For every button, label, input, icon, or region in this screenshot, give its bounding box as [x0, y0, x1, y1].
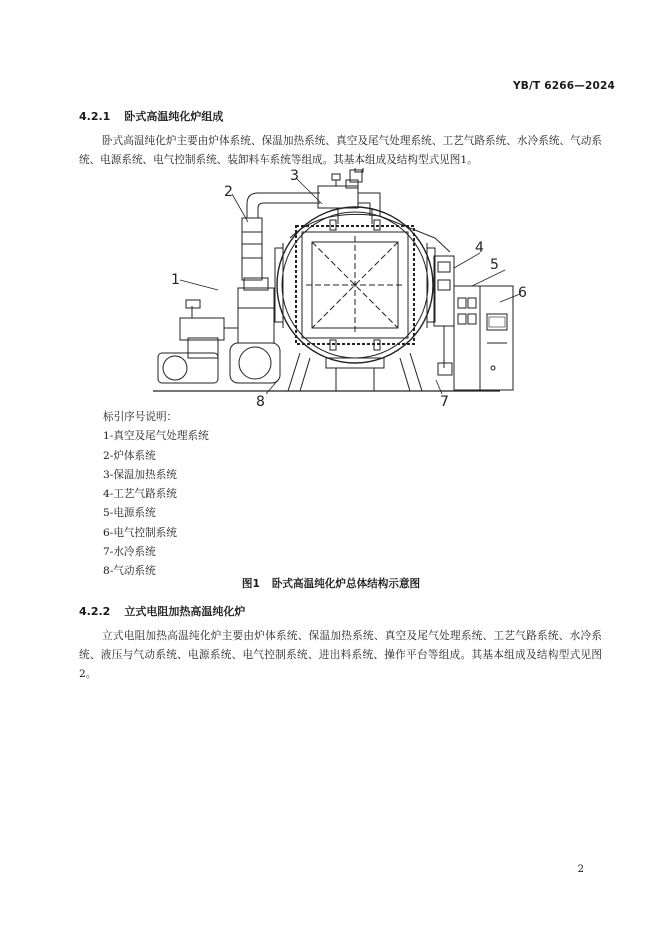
legend-item: 8-气动系统 — [103, 565, 156, 578]
callout-7: 7 — [440, 394, 449, 408]
callout-2: 2 — [224, 184, 233, 200]
section-paragraph-4-2-1: 卧式高温纯化炉主要由炉体系统、保温加热系统、真空及尾气处理系统、工艺气路系统、水冷系统、气动系统、电源系统、电气控制系统、装卸料车系统等组成。其基本组成及结构型式见图1。 — [79, 135, 602, 166]
callout-3: 3 — [290, 168, 299, 184]
legend-item: 4-工艺气路系统 — [103, 488, 177, 501]
legend-item: 1-真空及尾气处理系统 — [103, 430, 209, 443]
figure1-furnace-drawing — [150, 168, 530, 408]
section-number: 4.2.2 — [79, 605, 111, 618]
legend-item: 2-炉体系统 — [103, 449, 156, 462]
legend-item: 7-水冷系统 — [103, 546, 156, 559]
legend-item: 3-保温加热系统 — [103, 468, 177, 481]
callout-1: 1 — [171, 272, 180, 288]
section-heading-4-2-2 — [79, 603, 245, 619]
legend-item: 6-电气控制系统 — [103, 526, 177, 539]
page-number: 2 — [577, 864, 584, 875]
section-number: 4.2.1 — [79, 110, 111, 123]
figure1-caption — [0, 576, 662, 591]
standard-code: YB/T 6266—2024 — [512, 80, 615, 92]
caption-number: 图1 — [241, 578, 260, 590]
caption-title: 卧式高温纯化炉总体结构示意图 — [271, 578, 421, 590]
legend-item: 5-电源系统 — [103, 507, 156, 520]
callout-6: 6 — [518, 285, 527, 301]
legend-title: 标引序号说明： — [103, 411, 178, 423]
figure1-legend — [103, 408, 209, 582]
callout-8: 8 — [256, 394, 265, 408]
section-paragraph-4-2-2: 立式电阻加热高温纯化炉主要由炉体系统、保温加热系统、真空及尾气处理系统、工艺气路系统、水冷系统、液压与气动系统、电源系统、电气控制系统、进出料系统、操作平台等组成。其基本组成及结构型式见图2。 — [79, 630, 602, 680]
section-heading-4-2-1 — [79, 108, 223, 124]
callout-4: 4 — [475, 240, 484, 256]
callout-5: 5 — [490, 257, 499, 273]
section-title: 立式电阻加热高温纯化炉 — [124, 605, 246, 618]
section-title: 卧式高温纯化炉组成 — [124, 110, 224, 123]
